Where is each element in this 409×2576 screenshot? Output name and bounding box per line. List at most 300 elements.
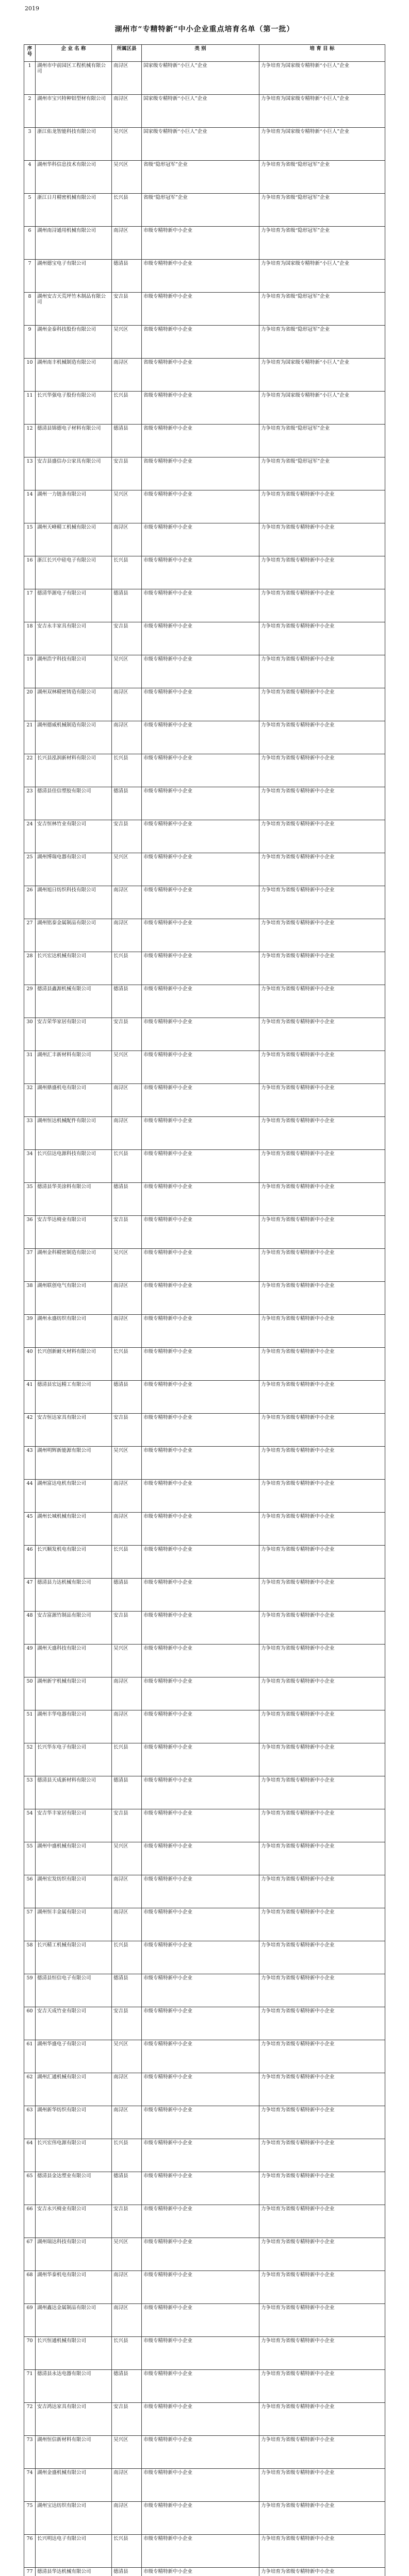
cultivation-goal: 力争培育为省级专精特新中小企业: [259, 1546, 385, 1579]
cultivation-goal: 力争培育为省级专精特新中小企业: [259, 721, 385, 754]
table-row: [24, 1579, 385, 1612]
district: 长兴县: [112, 392, 142, 425]
cultivation-goal: 力争培育为省级专精特新中小企业: [259, 886, 385, 919]
row-number: 30: [24, 1018, 36, 1051]
category: 市级专精特新中小企业: [142, 2337, 259, 2370]
cultivation-goal: 力争培育为省级专精特新中小企业: [259, 787, 385, 820]
document-year: 2019: [25, 5, 39, 12]
category: 国家级专精特新“小巨人”企业: [142, 62, 259, 95]
row-number: 40: [24, 1348, 36, 1381]
table-row: [24, 2106, 385, 2139]
row-number: 14: [24, 490, 36, 523]
table-row: [24, 359, 385, 392]
table-row: [24, 688, 385, 721]
table-row: [24, 1051, 385, 1084]
category: 省级专精特新中小企业: [142, 359, 259, 392]
row-number: 38: [24, 1282, 36, 1315]
category: 市级专精特新中小企业: [142, 2370, 259, 2403]
district: 德清县: [112, 589, 142, 622]
district: 安吉县: [112, 1216, 142, 1249]
cultivation-goal: 力争培育为国家级专精特新“小巨人”企业: [259, 128, 385, 161]
table-row: [24, 787, 385, 820]
row-number: 32: [24, 1084, 36, 1117]
table-row: [24, 1150, 385, 1183]
table-row: [24, 2271, 385, 2304]
district: 南浔区: [112, 1084, 142, 1117]
category: 省级专精特新中小企业: [142, 457, 259, 490]
category: 市级专精特新中小企业: [142, 2139, 259, 2172]
category: 市级专精特新中小企业: [142, 1710, 259, 1743]
company-name: 湖州恒信新材料有限公司: [36, 2436, 112, 2469]
cultivation-goal: 力争培育为省级专精特新中小企业: [259, 1150, 385, 1183]
company-name: 湖州中盛机械有限公司: [36, 1842, 112, 1875]
category: 市级专精特新中小企业: [142, 1117, 259, 1150]
cultivation-goal: 力争培育为省级专精特新中小企业: [259, 1447, 385, 1480]
row-number: 4: [24, 161, 36, 194]
company-name: 湖州明辉新能源有限公司: [36, 1447, 112, 1480]
district: 南浔区: [112, 1480, 142, 1513]
company-name: 湖州华科信息技术有限公司: [36, 161, 112, 194]
category: 市级专精特新中小企业: [142, 886, 259, 919]
district: 南浔区: [112, 2271, 142, 2304]
row-number: 51: [24, 1710, 36, 1743]
row-number: 13: [24, 457, 36, 490]
company-name: 湖州汇丰新材料有限公司: [36, 1051, 112, 1084]
table-row: [24, 952, 385, 985]
cultivation-goal: 力争培育为省级“隐形冠军”企业: [259, 293, 385, 326]
table-row: [24, 1381, 385, 1414]
cultivation-goal: 力争培育为省级专精特新中小企业: [259, 2304, 385, 2337]
district: 南浔区: [112, 1117, 142, 1150]
company-name: 湖州铭泰金属制品有限公司: [36, 919, 112, 952]
table-row: [24, 1875, 385, 1908]
category: 市级专精特新中小企业: [142, 1842, 259, 1875]
company-name: 长兴华东电子有限公司: [36, 1743, 112, 1776]
district: 吴兴区: [112, 655, 142, 688]
district: 南浔区: [112, 2304, 142, 2337]
cultivation-goal: 力争培育为省级专精特新中小企业: [259, 919, 385, 952]
table-row: [24, 1809, 385, 1842]
row-number: 43: [24, 1447, 36, 1480]
company-name: 湖州汇通机械有限公司: [36, 2073, 112, 2106]
category: 市级专精特新中小企业: [142, 1249, 259, 1282]
company-name: 湖州旭日纺织科技有限公司: [36, 886, 112, 919]
cultivation-goal: 力争培育为省级专精特新中小企业: [259, 2403, 385, 2436]
row-number: 37: [24, 1249, 36, 1282]
company-name: 湖州联创电气有限公司: [36, 1282, 112, 1315]
company-name: 浙江长兴中硅电子有限公司: [36, 556, 112, 589]
cultivation-goal: 力争培育为省级专精特新中小企业: [259, 853, 385, 886]
category: 市级专精特新中小企业: [142, 1941, 259, 1974]
cultivation-goal: 力争培育为省级专精特新中小企业: [259, 1381, 385, 1414]
cultivation-goal: 力争培育为国家级专精特新“小巨人”企业: [259, 359, 385, 392]
row-number: 58: [24, 1941, 36, 1974]
company-name: 长兴信达电源科技有限公司: [36, 1150, 112, 1183]
district: 吴兴区: [112, 128, 142, 161]
company-name: 长兴精工机械有限公司: [36, 1941, 112, 1974]
category: 市级专精特新中小企业: [142, 2073, 259, 2106]
district: 南浔区: [112, 2073, 142, 2106]
row-number: 61: [24, 2040, 36, 2073]
category: 市级专精特新中小企业: [142, 1018, 259, 1051]
table-row: [24, 589, 385, 622]
row-number: 24: [24, 820, 36, 853]
cultivation-goal: 力争培育为省级专精特新中小企业: [259, 1513, 385, 1546]
category: 市级专精特新中小企业: [142, 2535, 259, 2568]
category: 省级专精特新中小企业: [142, 425, 259, 457]
category: 市级专精特新中小企业: [142, 2238, 259, 2271]
table-row: [24, 1546, 385, 1579]
district: 安吉县: [112, 622, 142, 655]
company-name: 长兴宏达机械有限公司: [36, 952, 112, 985]
cultivation-goal: 力争培育为省级专精特新中小企业: [259, 2436, 385, 2469]
table-row: [24, 2040, 385, 2073]
category: 市级专精特新中小企业: [142, 919, 259, 952]
row-number: 16: [24, 556, 36, 589]
row-number: 3: [24, 128, 36, 161]
category: 市级专精特新中小企业: [142, 2304, 259, 2337]
row-number: 33: [24, 1117, 36, 1150]
cultivation-goal: 力争培育为省级专精特新中小企业: [259, 655, 385, 688]
cultivation-goal: 力争培育为国家级专精特新“小巨人”企业: [259, 260, 385, 293]
row-number: 47: [24, 1579, 36, 1612]
table-row: [24, 1348, 385, 1381]
district: 吴兴区: [112, 1051, 142, 1084]
row-number: 62: [24, 2073, 36, 2106]
table-row: [24, 2436, 385, 2469]
district: 南浔区: [112, 1677, 142, 1710]
company-name: 浙江佑龙智能科技有限公司: [36, 128, 112, 161]
table-row: [24, 2469, 385, 2502]
row-number: 10: [24, 359, 36, 392]
table-row: [24, 2172, 385, 2205]
district: 长兴县: [112, 1743, 142, 1776]
cultivation-goal: 力争培育为省级专精特新中小企业: [259, 2370, 385, 2403]
company-name: 湖州南浔通用机械有限公司: [36, 227, 112, 260]
company-name: 安吉华丰家居有限公司: [36, 1809, 112, 1842]
category: 市级专精特新中小企业: [142, 2436, 259, 2469]
cultivation-goal: 力争培育为省级专精特新中小企业: [259, 1842, 385, 1875]
district: 安吉县: [112, 2403, 142, 2436]
cultivation-goal: 力争培育为省级专精特新中小企业: [259, 1941, 385, 1974]
cultivation-goal: 力争培育为省级专精特新中小企业: [259, 1084, 385, 1117]
category: 市级专精特新中小企业: [142, 1183, 259, 1216]
table-row: [24, 326, 385, 359]
company-name: 湖州瑞达科技有限公司: [36, 2238, 112, 2271]
category: 市级专精特新中小企业: [142, 2469, 259, 2502]
row-number: 69: [24, 2304, 36, 2337]
cultivation-goal: 力争培育为省级专精特新中小企业: [259, 820, 385, 853]
category: 市级专精特新中小企业: [142, 556, 259, 589]
district: 吴兴区: [112, 1842, 142, 1875]
district: 南浔区: [112, 919, 142, 952]
cultivation-goal: 力争培育为省级专精特新中小企业: [259, 1414, 385, 1447]
company-name: 湖州丰华电器有限公司: [36, 1710, 112, 1743]
cultivation-goal: 力争培育为省级专精特新中小企业: [259, 1776, 385, 1809]
company-name: 湖州金盛机械有限公司: [36, 2469, 112, 2502]
category: 市级专精特新中小企业: [142, 655, 259, 688]
category: 市级专精特新中小企业: [142, 1381, 259, 1414]
category: 省级“隐形冠军”企业: [142, 194, 259, 227]
cultivation-goal: 力争培育为省级“隐形冠军”企业: [259, 425, 385, 457]
row-number: 56: [24, 1875, 36, 1908]
category: 市级专精特新中小企业: [142, 721, 259, 754]
company-name: 长兴宏伟电源有限公司: [36, 2139, 112, 2172]
cultivation-goal: 力争培育为省级专精特新中小企业: [259, 2106, 385, 2139]
district: 德清县: [112, 425, 142, 457]
table-row: [24, 1974, 385, 2007]
cultivation-goal: 力争培育为省级专精特新中小企业: [259, 2073, 385, 2106]
table-row: [24, 1282, 385, 1315]
row-number: 35: [24, 1183, 36, 1216]
row-number: 50: [24, 1677, 36, 1710]
table-row: [24, 2007, 385, 2040]
table-header-row: [24, 45, 385, 62]
table-row: [24, 425, 385, 457]
cultivation-goal: 力争培育为省级专精特新中小企业: [259, 2535, 385, 2568]
company-name: 湖州鼎盛机电有限公司: [36, 1084, 112, 1117]
company-name: 安吉县盛信办公家具有限公司: [36, 457, 112, 490]
category: 市级专精特新中小企业: [142, 523, 259, 556]
district: 德清县: [112, 1381, 142, 1414]
cultivation-goal: 力争培育为省级专精特新中小企业: [259, 2469, 385, 2502]
table-row: [24, 1612, 385, 1645]
district: 南浔区: [112, 2106, 142, 2139]
district: 南浔区: [112, 2469, 142, 2502]
cultivation-goal: 力争培育为省级专精特新中小企业: [259, 2502, 385, 2535]
table-row: [24, 2238, 385, 2271]
district: 南浔区: [112, 62, 142, 95]
company-name: 德清县鑫源机械有限公司: [36, 985, 112, 1018]
cultivation-goal: 力争培育为省级专精特新中小企业: [259, 2568, 385, 2576]
row-number: 75: [24, 2502, 36, 2535]
table-row: [24, 1645, 385, 1677]
category: 市级专精特新中小企业: [142, 2106, 259, 2139]
cultivation-goal: 力争培育为国家级专精特新“小巨人”企业: [259, 392, 385, 425]
category: 市级专精特新中小企业: [142, 1875, 259, 1908]
company-name: 德清县锦德电子材料有限公司: [36, 425, 112, 457]
category: 市级专精特新中小企业: [142, 787, 259, 820]
company-name: 安吉恒达家具有限公司: [36, 1414, 112, 1447]
table-row: [24, 2073, 385, 2106]
district: 吴兴区: [112, 161, 142, 194]
company-name: 德清县华达机械有限公司: [36, 2568, 112, 2576]
company-name: 湖州天盛科技有限公司: [36, 1645, 112, 1677]
category: 市级专精特新中小企业: [142, 688, 259, 721]
column-header: 类 别: [142, 45, 259, 62]
category: 市级专精特新中小企业: [142, 2271, 259, 2304]
district: 安吉县: [112, 1612, 142, 1645]
company-name: 德清县佳信塑胶有限公司: [36, 787, 112, 820]
district: 德清县: [112, 1579, 142, 1612]
district: 长兴县: [112, 1941, 142, 1974]
row-number: 59: [24, 1974, 36, 2007]
district: 德清县: [112, 2568, 142, 2576]
row-number: 72: [24, 2403, 36, 2436]
district: 吴兴区: [112, 2238, 142, 2271]
category: 市级专精特新中小企业: [142, 589, 259, 622]
cultivation-goal: 力争培育为省级“隐形冠军”企业: [259, 227, 385, 260]
cultivation-goal: 力争培育为省级专精特新中小企业: [259, 556, 385, 589]
row-number: 7: [24, 260, 36, 293]
category: 市级专精特新中小企业: [142, 985, 259, 1018]
category: 市级专精特新中小企业: [142, 2040, 259, 2073]
district: 长兴县: [112, 754, 142, 787]
district: 安吉县: [112, 820, 142, 853]
table-row: [24, 1084, 385, 1117]
row-number: 17: [24, 589, 36, 622]
company-name: 长兴明达电子有限公司: [36, 2535, 112, 2568]
row-number: 73: [24, 2436, 36, 2469]
cultivation-goal: 力争培育为省级专精特新中小企业: [259, 2337, 385, 2370]
district: 南浔区: [112, 1908, 142, 1941]
row-number: 57: [24, 1908, 36, 1941]
district: 长兴县: [112, 952, 142, 985]
district: 德清县: [112, 1776, 142, 1809]
district: 德清县: [112, 260, 142, 293]
table-row: [24, 1183, 385, 1216]
cultivation-goal: 力争培育为省级专精特新中小企业: [259, 1051, 385, 1084]
table-row: [24, 1414, 385, 1447]
document-title: 湖州市“专精特新”中小企业重点培育名单（第一批）: [114, 25, 295, 33]
column-header: 序号: [24, 45, 36, 62]
row-number: 65: [24, 2172, 36, 2205]
category: 市级专精特新中小企业: [142, 1513, 259, 1546]
cultivation-goal: 力争培育为省级专精特新中小企业: [259, 2205, 385, 2238]
table-row: [24, 161, 385, 194]
table-row: [24, 194, 385, 227]
table-row: [24, 62, 385, 95]
column-header: 培 育 目 标: [259, 45, 385, 62]
category: 市级专精特新中小企业: [142, 820, 259, 853]
company-name: 湖州双林精密铸造有限公司: [36, 688, 112, 721]
district: 南浔区: [112, 2502, 142, 2535]
district: 吴兴区: [112, 2040, 142, 2073]
district: 安吉县: [112, 2007, 142, 2040]
cultivation-goal: 力争培育为省级专精特新中小企业: [259, 2040, 385, 2073]
row-number: 36: [24, 1216, 36, 1249]
table-row: [24, 227, 385, 260]
company-name: 湖州德威机械制造有限公司: [36, 721, 112, 754]
column-header: 所属区县: [112, 45, 142, 62]
company-name: 德清华源电子有限公司: [36, 589, 112, 622]
cultivation-goal: 力争培育为省级专精特新中小企业: [259, 1743, 385, 1776]
company-name: 德清县宏远精工有限公司: [36, 1381, 112, 1414]
company-name: 湖州宏发纺织有限公司: [36, 1875, 112, 1908]
district: 吴兴区: [112, 1645, 142, 1677]
table-row: [24, 1018, 385, 1051]
category: 市级专精特新中小企业: [142, 2568, 259, 2576]
row-number: 22: [24, 754, 36, 787]
company-name: 德清县天成新材料有限公司: [36, 1776, 112, 1809]
cultivation-goal: 力争培育为国家级专精特新“小巨人”企业: [259, 62, 385, 95]
table-row: [24, 1480, 385, 1513]
table-row: [24, 820, 385, 853]
district: 安吉县: [112, 1414, 142, 1447]
company-name: 湖州天峰精工机械有限公司: [36, 523, 112, 556]
row-number: 49: [24, 1645, 36, 1677]
district: 吴兴区: [112, 490, 142, 523]
cultivation-goal: 力争培育为省级专精特新中小企业: [259, 1974, 385, 2007]
enterprise-list-sheet: [24, 44, 385, 2576]
category: 市级专精特新中小企业: [142, 952, 259, 985]
table-row: [24, 523, 385, 556]
district: 南浔区: [112, 1710, 142, 1743]
category: 市级专精特新中小企业: [142, 622, 259, 655]
cultivation-goal: 力争培育为省级专精特新中小企业: [259, 1480, 385, 1513]
category: 国家级专精特新“小巨人”企业: [142, 128, 259, 161]
category: 市级专精特新中小企业: [142, 853, 259, 886]
district: 长兴县: [112, 194, 142, 227]
column-header: 企 业 名 称: [36, 45, 112, 62]
row-number: 28: [24, 952, 36, 985]
company-name: 湖州宝达纺织有限公司: [36, 2502, 112, 2535]
company-name: 湖州一力链条有限公司: [36, 490, 112, 523]
cultivation-goal: 力争培育为省级专精特新中小企业: [259, 490, 385, 523]
category: 市级专精特新中小企业: [142, 1645, 259, 1677]
enterprise-table: [24, 44, 385, 2576]
cultivation-goal: 力争培育为省级专精特新中小企业: [259, 2238, 385, 2271]
cultivation-goal: 力争培育为省级专精特新中小企业: [259, 2139, 385, 2172]
company-name: 浙江日月精密机械有限公司: [36, 194, 112, 227]
district: 吴兴区: [112, 853, 142, 886]
table-row: [24, 1249, 385, 1282]
row-number: 46: [24, 1546, 36, 1579]
cultivation-goal: 力争培育为省级专精特新中小企业: [259, 985, 385, 1018]
row-number: 52: [24, 1743, 36, 1776]
district: 长兴县: [112, 2139, 142, 2172]
cultivation-goal: 力争培育为省级专精特新中小企业: [259, 1645, 385, 1677]
table-row: [24, 1941, 385, 1974]
table-row: [24, 1513, 385, 1546]
cultivation-goal: 力争培育为省级专精特新中小企业: [259, 1809, 385, 1842]
district: 南浔区: [112, 227, 142, 260]
district: 南浔区: [112, 95, 142, 128]
company-name: 安吉恒林竹业有限公司: [36, 820, 112, 853]
category: 市级专精特新中小企业: [142, 1546, 259, 1579]
cultivation-goal: 力争培育为省级专精特新中小企业: [259, 1875, 385, 1908]
category: 市级专精特新中小企业: [142, 1216, 259, 1249]
row-number: 2: [24, 95, 36, 128]
table-row: [24, 2205, 385, 2238]
cultivation-goal: 力争培育为省级专精特新中小企业: [259, 523, 385, 556]
row-number: 12: [24, 425, 36, 457]
company-name: 德清县金达塑业有限公司: [36, 2172, 112, 2205]
row-number: 15: [24, 523, 36, 556]
category: 市级专精特新中小企业: [142, 1579, 259, 1612]
cultivation-goal: 力争培育为省级专精特新中小企业: [259, 589, 385, 622]
district: 南浔区: [112, 1315, 142, 1348]
company-name: 安吉华达椅业有限公司: [36, 1216, 112, 1249]
district: 南浔区: [112, 886, 142, 919]
district: 长兴县: [112, 1546, 142, 1579]
table-row: [24, 622, 385, 655]
company-name: 长兴创新耐火材料有限公司: [36, 1348, 112, 1381]
row-number: 54: [24, 1809, 36, 1842]
category: 市级专精特新中小企业: [142, 2502, 259, 2535]
category: 市级专精特新中小企业: [142, 490, 259, 523]
cultivation-goal: 力争培育为省级专精特新中小企业: [259, 1612, 385, 1645]
table-row: [24, 2337, 385, 2370]
cultivation-goal: 力争培育为国家级专精特新“小巨人”企业: [259, 95, 385, 128]
row-number: 1: [24, 62, 36, 95]
category: 市级专精特新中小企业: [142, 1809, 259, 1842]
category: 市级专精特新中小企业: [142, 1743, 259, 1776]
row-number: 45: [24, 1513, 36, 1546]
table-row: [24, 260, 385, 293]
district: 长兴县: [112, 2337, 142, 2370]
table-row: [24, 2370, 385, 2403]
